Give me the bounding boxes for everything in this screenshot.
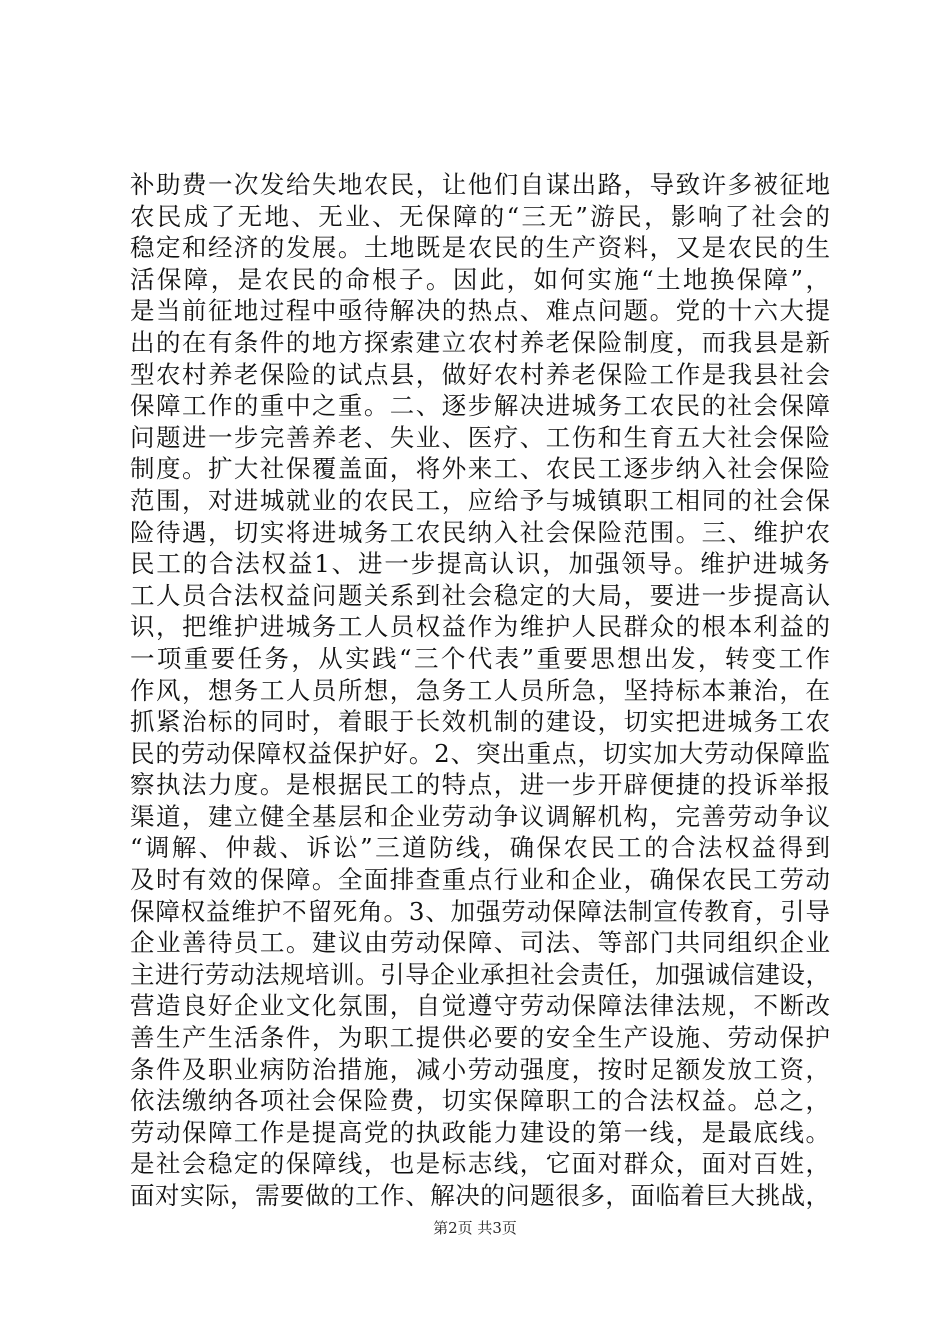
text-line: 善生产生活条件，为职工提供必要的安全生产设施、劳动保护	[130, 1023, 830, 1053]
text-line: 作风，想务工人员所想，急务工人员所急，坚持标本兼治，在	[130, 675, 830, 705]
text-line: 一项重要任务，从实践“三个代表”重要思想出发，转变工作	[130, 643, 830, 673]
text-line: 民的劳动保障权益保护好。2、突出重点，切实加大劳动保障监	[130, 738, 830, 768]
text-line: 稳定和经济的发展。土地既是农民的生产资料，又是农民的生	[130, 233, 830, 263]
text-line: 识，把维护进城务工人员权益作为维护人民群众的根本利益的	[130, 612, 830, 642]
text-line: 营造良好企业文化氛围，自觉遵守劳动保障法律法规，不断改	[130, 991, 830, 1021]
text-line: 条件及职业病防治措施，减小劳动强度，按时足额发放工资，	[130, 1054, 830, 1084]
text-line: 渠道，建立健全基层和企业劳动争议调解机构，完善劳动争议	[130, 801, 830, 831]
text-line: 型农村养老保险的试点县，做好农村养老保险工作是我县社会	[130, 359, 830, 389]
body-text	[130, 169, 830, 1212]
text-line: 是社会稳定的保障线，也是标志线，它面对群众，面对百姓，	[130, 1149, 830, 1179]
text-line: 察执法力度。是根据民工的特点，进一步开辟便捷的投诉举报	[130, 770, 830, 800]
text-line: 农民成了无地、无业、无保障的“三无”游民，影响了社会的	[130, 201, 830, 231]
text-line: 是当前征地过程中亟待解决的热点、难点问题。党的十六大提	[130, 296, 830, 326]
text-line: 企业善待员工。建议由劳动保障、司法、等部门共同组织企业	[130, 928, 830, 958]
text-line: 问题进一步完善养老、失业、医疗、工伤和生育五大社会保险	[130, 422, 830, 452]
text-line: 出的在有条件的地方探索建立农村养老保险制度，而我县是新	[130, 327, 830, 357]
text-line: 面对实际，需要做的工作、解决的问题很多，面临着巨大挑战，	[130, 1181, 830, 1210]
text-line: 补助费一次发给失地农民，让他们自谋出路，导致许多被征地	[130, 170, 830, 199]
text-line: 制度。扩大社保覆盖面，将外来工、农民工逐步纳入社会保险	[130, 454, 830, 484]
text-line: 抓紧治标的同时，着眼于长效机制的建设，切实把进城务工农	[130, 707, 830, 737]
text-line: 保障权益维护不留死角。3、加强劳动保障法制宣传教育，引导	[130, 896, 830, 926]
text-line: 及时有效的保障。全面排查重点行业和企业，确保农民工劳动	[130, 865, 830, 895]
text-line: 范围，对进城就业的农民工，应给予与城镇职工相同的社会保	[130, 485, 830, 515]
text-line: 依法缴纳各项社会保险费，切实保障职工的合法权益。总之，	[130, 1086, 830, 1116]
text-line: 民工的合法权益1、进一步提高认识，加强领导。维护进城务	[130, 549, 830, 579]
page-footer: 第2页 共3页	[433, 1219, 517, 1237]
text-line: 主进行劳动法规培训。引导企业承担社会责任，加强诚信建设，	[130, 959, 830, 989]
text-line: 劳动保障工作是提高党的执政能力建设的第一线，是最底线。	[130, 1117, 830, 1147]
text-line: 险待遇，切实将进城务工农民纳入社会保险范围。三、维护农	[130, 517, 830, 547]
text-line: “调解、仲裁、诉讼”三道防线，确保农民工的合法权益得到	[130, 833, 830, 863]
text-line: 工人员合法权益问题关系到社会稳定的大局，要进一步提高认	[130, 580, 830, 610]
text-line: 保障工作的重中之重。二、逐步解决进城务工农民的社会保障	[130, 391, 830, 421]
text-line: 活保障，是农民的命根子。因此，如何实施“土地换保障”，	[130, 264, 830, 294]
